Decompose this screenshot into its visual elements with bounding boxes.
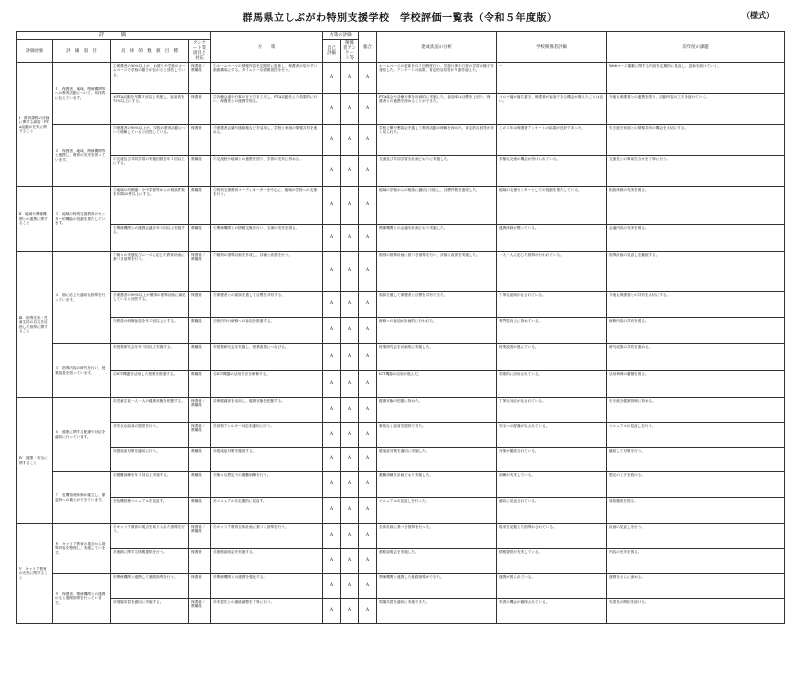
header-evaluation: 評 価 [17,32,211,40]
general-grade: A [359,498,377,524]
indicator-cell: ⑬安全な給食の提供を行う。 [111,423,189,448]
evaluation-target: Ⅰ 教育課程の評価に関する調査・PTA活動の充実に関すること [17,63,53,187]
self-eval-grade: A [323,423,341,448]
policy-cell: ⑬食物アレルギー対応を適切に行う。 [211,423,323,448]
header-row-1 [17,32,785,40]
measure-cell: 教職員 [189,371,211,398]
self-eval-grade: A [323,344,341,371]
indicator-cell: ①保護者の90%以上が、お便りや学校のホームページで学校の様子が伝わると回答している。 [111,63,189,94]
stakeholder-eval-grade: A [341,524,359,549]
policy-cell: ①ホームページの情報内容を定期的に更新し、保護者が見やすい画面構成にする。タイムリーな情報発信を行う。 [211,63,323,94]
achievement-analysis: 全体計画に基づき指導を行った。 [377,524,497,549]
measure-cell: 保護者 [189,125,211,156]
next-year-issue: 引き続き健康管理に努める。 [607,398,785,423]
measure-cell: 保護者 [189,549,211,574]
stakeholder-eval-grade: A [341,252,359,292]
general-grade: A [359,423,377,448]
partner-evaluation: 多様な交流の機会が設けられている。 [497,156,607,187]
evaluation-item: ５ 指導内容の研究を行い、授業改善を図っています。 [53,344,111,398]
stakeholder-eval-grade: A [341,225,359,252]
achievement-analysis: 授業研究会を計画的に実施した。 [377,344,497,371]
stakeholder-eval-grade: A [341,125,359,156]
policy-cell: ⑰キャリア教育全体計画に基づく指導を行う。 [211,524,323,549]
general-grade: A [359,63,377,94]
partner-evaluation: 丁寧な対応がなされている。 [497,398,607,423]
stakeholder-eval-grade: A [341,344,359,371]
policy-cell: ⑧保護者との面談を通して目標を共有する。 [211,292,323,318]
policy-cell: ⑭感染症対策を徹底する。 [211,448,323,472]
policy-cell: ⑩授業研究会を実施し、授業改善につなげる。 [211,344,323,371]
stakeholder-eval-grade: A [341,574,359,599]
general-grade: A [359,524,377,549]
policy-cell: ⑱進路説明会を実施する。 [211,549,323,574]
self-eval-grade: A [323,549,341,574]
next-year-issue: Webページ掲載に関する内容を定期的に見直し、更新を続けていく。 [607,63,785,94]
achievement-analysis: 学校公開や懇談会を通して教育活動の理解を深めた。肯定的な回答が多く見られた。 [377,125,497,156]
table-row [17,156,785,187]
achievement-analysis: 個別の指導計画に基づき指導を行い、評価と改善を実施した。 [377,252,497,292]
indicator-cell: ⑩授業研究会を年３回以上実施する。 [111,344,189,371]
table-row [17,252,785,292]
style-label: （様式） [742,10,774,20]
evaluation-target: Ⅳ 健康・安全に関すること [17,398,53,524]
indicator-cell: ③保護者の90%以上が、学校の教育活動について理解していると回答している。 [111,125,189,156]
next-year-issue: 内容の充実を図る。 [607,549,785,574]
next-year-issue: 計画の見直しを行う。 [607,524,785,549]
page-title: 群馬県立しぶがわ特別支援学校 学校評価一覧表（令和５年度版） [242,13,558,24]
next-year-issue: 今後も保護者との連携を図り、活動内容の工夫を続けていく。 [607,94,785,125]
evaluation-target: Ⅲ 指導充実・児童生徒の自立を目指した指導に関すること [17,252,53,398]
measure-cell: 教職員 [189,156,211,187]
partner-evaluation: この１年は保護者アンケートの結果が良好であった。 [497,125,607,156]
policy-cell: ④交流校や地域との連携を図り、学習の充実に努める。 [211,156,323,187]
self-eval-grade: A [323,371,341,398]
measure-cell: 教職員 [189,318,211,344]
self-eval-grade: A [323,225,341,252]
table-row [17,318,785,344]
general-grade: A [359,549,377,574]
general-grade: A [359,125,377,156]
partner-evaluation: 連携が図られている。 [497,574,607,599]
next-year-issue: 交流先との事前打合せを丁寧に行う。 [607,156,785,187]
header-indicator: 具 体 的 数 値 目 標 [111,40,189,63]
measure-cell: 保護者／教職員 [189,398,211,423]
evaluation-target: Ⅱ 地域や関係機関との連携に関すること [17,187,53,252]
header-eval-group: 方策の評価 [323,32,359,40]
measure-cell: 教職員 [189,187,211,225]
self-eval-grade: A [323,498,341,524]
stakeholder-eval-grade: A [341,472,359,498]
general-grade: A [359,472,377,498]
header-partner: 学校関係者評価 [497,32,607,63]
table-row [17,292,785,318]
measure-cell: 保護者／教職員 [189,524,211,549]
indicator-cell: ②PTA活動を年間５回以上実施し、参加者を75%以上にする。 [111,94,189,125]
header-next: 次年度の課題 [607,32,785,63]
achievement-analysis: ホームページの更新を月２回程度行い、学校行事や日常の学習の様子を発信した。アンケートの結果、肯定的な回答が９割を超えた。 [377,63,497,94]
achievement-analysis: 交流及び共同学習を計画どおりに実施した。 [377,156,497,187]
stakeholder-eval-grade: A [341,318,359,344]
achievement-analysis: マニュアルの見直しを行った。 [377,498,497,524]
table-row [17,371,785,398]
next-year-issue: 相談体制の充実を図る。 [607,187,785,225]
general-grade: A [359,318,377,344]
partner-evaluation: 情報提供が充実している。 [497,549,607,574]
evaluation-item: ９ 保護者、関係機関との連携のもと進路指導を行っています。 [53,574,111,624]
measure-cell: 保護者／教職員 [189,63,211,94]
indicator-cell: ⑤地域の幼稚園・小中学校等からの相談件数を年間20件以上にする。 [111,187,189,225]
measure-cell: 教職員 [189,344,211,371]
next-year-issue: 周知徹底を図る。 [607,498,785,524]
table-row [17,599,785,624]
self-eval-grade: A [323,156,341,187]
policy-cell: ⑯マニュアルを定期的に見直す。 [211,498,323,524]
indicator-cell: ⑫児童生徒一人一人の健康状態を把握する。 [111,398,189,423]
header-self-eval: 自己評価 [323,40,341,63]
stakeholder-eval-grade: A [341,63,359,94]
achievement-analysis: PTA総会や各種行事を計画的に実施した。参加率は目標を上回り、保護者との連携を深めることができた。 [377,94,497,125]
table-row [17,498,785,524]
partner-evaluation: 適切に見直されている。 [497,498,607,524]
measure-cell: 教職員 [189,225,211,252]
next-year-issue: 実習先の開拓を続ける。 [607,599,785,624]
general-grade: A [359,371,377,398]
measure-cell: 保護者 [189,292,211,318]
table-row [17,574,785,599]
self-eval-grade: A [323,574,341,599]
achievement-analysis: 関係機関と連携した進路指導ができた。 [377,574,497,599]
header-stake-eval: 関係者アンケート等 [341,40,359,63]
general-grade: A [359,156,377,187]
general-grade: A [359,344,377,371]
achievement-analysis: 事故なく給食を提供できた。 [377,423,497,448]
partner-evaluation: 地域の支援センターとしての役割を果たしている。 [497,187,607,225]
table-row [17,125,785,156]
policy-cell: ③保護者会議や連絡帳などを活用し、学校と家庭の情報共有を進める。 [211,125,323,156]
policy-cell: ⑥関係機関との情報交換を行い、支援の充実を図る。 [211,225,323,252]
indicator-cell: ⑭感染症対策を適切に行う。 [111,448,189,472]
next-year-issue: 引き続き家庭との情報共有の機会を大切にする。 [607,125,785,156]
partner-evaluation: 対策が徹底されている。 [497,448,607,472]
table-row [17,225,785,252]
partner-evaluation: 一人一人に応じた指導が行われている。 [497,252,607,292]
next-year-issue: マニュアルの見直しを行う。 [607,423,785,448]
partner-evaluation: 効果的に活用されている。 [497,371,607,398]
measure-cell: 保護者／教職員 [189,599,211,624]
general-grade: A [359,94,377,125]
stakeholder-eval-grade: A [341,498,359,524]
table-row [17,549,785,574]
achievement-analysis: ICT機器の活用が進んだ。 [377,371,497,398]
achievement-analysis: 関係機関との会議を計画どおり実施した。 [377,225,497,252]
evaluation-target: Ⅴ キャリア教育の充実に関すること [17,524,53,624]
achievement-analysis: 進路説明会を実施した。 [377,549,497,574]
next-year-issue: 活用事例の蓄積を図る。 [607,371,785,398]
title-bar [0,0,800,26]
self-eval-grade: A [323,63,341,94]
policy-cell: ⑲関係機関との連携を強化する。 [211,574,323,599]
indicator-cell: ④交流及び共同学習の実施回数を年３回以上にする。 [111,156,189,187]
next-year-issue: 今後も保護者との共有を大切にする。 [607,292,785,318]
policy-cell: ⑦個別の指導計画を作成し、評価と改善を行う。 [211,252,323,292]
measure-cell: 保護者／教職員 [189,423,211,448]
policy-cell: ⑮様々な想定での避難訓練を行う。 [211,472,323,498]
evaluation-table [16,31,785,624]
indicator-cell: ⑪ICT機器を活用した授業を推進する。 [111,371,189,398]
policy-cell: ⑳実習先との連絡調整を丁寧に行う。 [211,599,323,624]
achievement-analysis: 地域の学校からの相談に適切に対応し、目標件数を達成した。 [377,187,497,225]
next-year-issue: 想定の工夫を続ける。 [607,472,785,498]
self-eval-grade: A [323,187,341,225]
achievement-analysis: 避難訓練を計画どおり実施した。 [377,472,497,498]
indicator-cell: ⑳現場実習を適切に実施する。 [111,599,189,624]
indicator-cell: ⑱進路に関する情報提供を行う。 [111,549,189,574]
header-item: 評 価 項 目 [53,40,111,63]
stakeholder-eval-grade: A [341,371,359,398]
general-grade: A [359,292,377,318]
self-eval-grade: A [323,599,341,624]
table-row [17,524,785,549]
indicator-cell: ⑥関係機関との連携会議を年２回以上実施する。 [111,225,189,252]
policy-cell: ⑫保健調査を活用し、健康状態を把握する。 [211,398,323,423]
partner-evaluation: コロナ禍が落ち着き、保護者が参加できる機会が増えたことは良い。 [497,94,607,125]
table-row [17,423,785,448]
evaluation-item: ４ 個に応じた適切な指導を行っています。 [53,252,111,344]
next-year-issue: 研究成果の共有を進める。 [607,344,785,371]
stakeholder-eval-grade: A [341,398,359,423]
evaluation-item: ３ 地域の特別支援教育のセンター的機能の役割を果たしています。 [53,187,111,252]
table-row [17,187,785,225]
measure-cell: 教職員 [189,448,211,472]
stakeholder-eval-grade: A [341,156,359,187]
evaluation-item: ８ キャリア教育の視点から指導内容を整理し、実施しています。 [53,524,111,574]
stakeholder-eval-grade: A [341,292,359,318]
achievement-analysis: 感染症対策を適切に実施した。 [377,448,497,472]
header-target: 評価対象 [17,40,53,63]
header-general: 総合 [359,32,377,63]
table-body [17,63,785,624]
measure-cell: 教職員 [189,472,211,498]
evaluation-item: ７ 危機管理体制が確立し、緊急時への備えができています。 [53,472,111,524]
achievement-analysis: 健康状態の把握に努めた。 [377,398,497,423]
indicator-cell: ⑧保護者の90%以上が個別の指導計画に満足していると回答する。 [111,292,189,318]
self-eval-grade: A [323,448,341,472]
general-grade: A [359,599,377,624]
self-eval-grade: A [323,318,341,344]
policy-cell: ②各種会議や行事の在り方を工夫し、PTA活動をより効果的に行い、保護者との連携を図る。 [211,94,323,125]
general-grade: A [359,225,377,252]
measure-cell: 保護者／教職員 [189,252,211,292]
achievement-analysis: 現場実習を適切に実施できた。 [377,599,497,624]
partner-evaluation: ー [497,63,607,94]
stakeholder-eval-grade: A [341,549,359,574]
next-year-issue: 連携をさらに深める。 [607,574,785,599]
self-eval-grade: A [323,94,341,125]
self-eval-grade: A [323,252,341,292]
policy-cell: ⑤特別支援教育コーディネーターを中心に、地域の学校への支援を行う。 [211,187,323,225]
policy-cell: ⑪ICT機器の活用方法を研修する。 [211,371,323,398]
indicator-cell: ⑦個々の実態及びニーズに応じた教育計画に基づき指導を行う。 [111,252,189,292]
general-grade: A [359,398,377,423]
table-row [17,344,785,371]
self-eval-grade: A [323,125,341,156]
header-achievement: 達成状況の分析 [377,32,497,63]
stakeholder-eval-grade: A [341,423,359,448]
header-measure: アンケート等項目と対応 [189,40,211,63]
table-row [17,94,785,125]
general-grade: A [359,187,377,225]
evaluation-item: ６ 健康に関する配慮や対応を適切に行っています。 [53,398,111,472]
general-grade: A [359,448,377,472]
indicator-cell: ⑰キャリア教育の視点を取り入れた指導を行う。 [111,524,189,549]
indicator-cell: ⑨教員の研修参加を年２回以上にする。 [111,318,189,344]
general-grade: A [359,252,377,292]
stakeholder-eval-grade: A [341,187,359,225]
stakeholder-eval-grade: A [341,94,359,125]
table-row [17,448,785,472]
partner-evaluation: 専門性向上に努めている。 [497,318,607,344]
indicator-cell: ⑯危機管理マニュアルを見直す。 [111,498,189,524]
general-grade: A [359,574,377,599]
stakeholder-eval-grade: A [341,599,359,624]
next-year-issue: 指導計画の見直しを継続する。 [607,252,785,292]
policy-cell: ⑨校内外の研修への参加を推進する。 [211,318,323,344]
self-eval-grade: A [323,292,341,318]
self-eval-grade: A [323,398,341,423]
partner-evaluation: 丁寧な説明がなされている。 [497,292,607,318]
achievement-analysis: 研修への参加が計画的に行われた。 [377,318,497,344]
partner-evaluation: 訓練が充実している。 [497,472,607,498]
measure-cell: 保護者 [189,94,211,125]
header-policy: 方 策 [211,32,323,63]
partner-evaluation: 安全への配慮がなされている。 [497,423,607,448]
stakeholder-eval-grade: A [341,448,359,472]
indicator-cell: ⑲関係機関と連携して進路指導を行う。 [111,574,189,599]
evaluation-item: ２ 保護者、地域、関係機関等と連携し、教育の充実を図っています。 [53,125,111,187]
partner-evaluation: 実習の機会が確保されている。 [497,599,607,624]
table-row [17,398,785,423]
partner-evaluation: 授業改善が進んでいる。 [497,344,607,371]
partner-evaluation: 連携体制が整っている。 [497,225,607,252]
evaluation-item: １ 保護者、地域、関係機関等への教育活動について、具体的に伝えています。 [53,63,111,125]
next-year-issue: 継続して対策を行う。 [607,448,785,472]
self-eval-grade: A [323,524,341,549]
measure-cell: 教職員 [189,498,211,524]
indicator-cell: ⑮避難訓練を年３回以上実施する。 [111,472,189,498]
next-year-issue: 会議内容の充実を図る。 [607,225,785,252]
self-eval-grade: A [323,472,341,498]
partner-evaluation: 将来を見据えた指導がされている。 [497,524,607,549]
measure-cell: 保護者 [189,574,211,599]
next-year-issue: 研修内容の共有を図る。 [607,318,785,344]
achievement-analysis: 面談を通して保護者と目標を共有できた。 [377,292,497,318]
table-row [17,63,785,94]
table-row [17,472,785,498]
